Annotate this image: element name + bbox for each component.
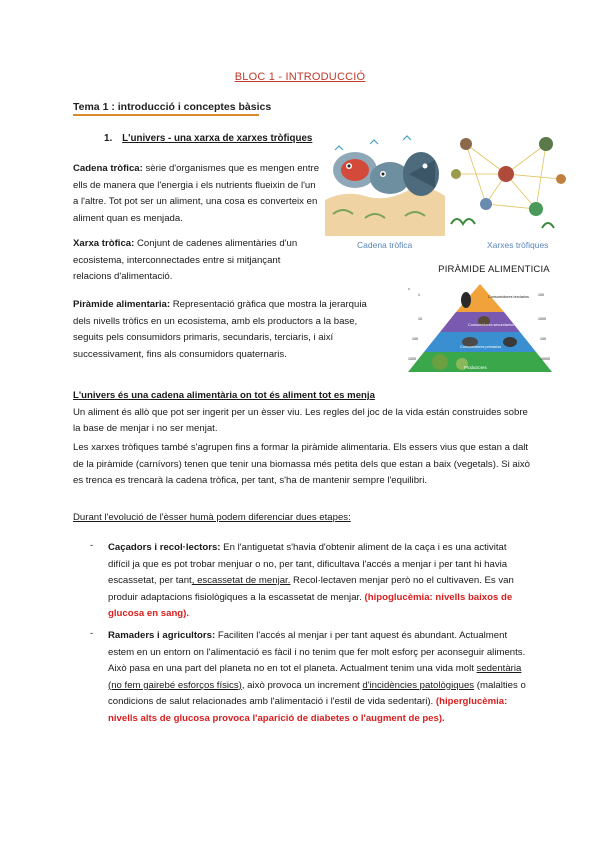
- section-number: 1.: [104, 133, 113, 144]
- text-cacadors-2: , escassetat de menjar.: [191, 575, 291, 587]
- univers-section: [73, 388, 533, 438]
- pyramid-title: PIRÀMIDE ALIMENTICIA: [438, 264, 550, 275]
- tema-heading: Tema 1 : introducció i conceptes bàsics: [73, 101, 272, 113]
- svg-text:1000: 1000: [538, 317, 546, 321]
- text-ramaders-3: , això provoca un increment: [241, 679, 363, 691]
- definition-xarxa: [73, 236, 301, 286]
- svg-text:10000: 10000: [540, 357, 550, 361]
- text-cacadors-3: Recol·lectaven menjar però no el cultivaven. Es van produir adaptacions fisiològiques a la escassetat de menjar.: [108, 575, 514, 603]
- xarxa-trofica-illustration: [446, 124, 570, 232]
- term-piramide: Piràmide alimentaria:: [73, 299, 171, 310]
- hiperglucemia-note: (hiperglucèmia: nivells alts de glucosa provoca l'aparició de diabetes o l'augment de pes).: [108, 696, 508, 724]
- svg-text:100: 100: [412, 337, 418, 341]
- caption-xarxes: Xarxes tròfiques: [487, 240, 549, 250]
- definition-cadena: [73, 161, 320, 227]
- food-pyramid: [400, 276, 560, 376]
- svg-text:100: 100: [538, 293, 544, 297]
- hipoglucemia-note: (hipoglucèmia: nivells baixos de glucosa en sang).: [108, 591, 513, 620]
- svg-text:100: 100: [540, 337, 546, 341]
- evolution-heading: Durant l'evolució de l'èsser humà podem diferenciar dues etapes:: [73, 512, 351, 523]
- pyramid-label-4: Productores: [464, 365, 487, 370]
- caption-cadena: Cadena tròfica: [357, 240, 413, 250]
- definition-piramide: [73, 297, 385, 363]
- text-xarxa: Conjunt de cadenes alimentàries d'un ecosistema, interconnectades entre si mitjançant relacions d'alimentació.: [73, 238, 298, 283]
- pyramid-label-3: Consumidores primarios: [460, 345, 502, 349]
- svg-text:x: x: [408, 287, 410, 291]
- section-heading: [104, 133, 312, 144]
- pyramid-label-2: Consumidores secundarios: [468, 323, 515, 327]
- term-ramaders: Ramaders i agricultors:: [108, 630, 216, 641]
- bullet-dash-1: -: [90, 540, 94, 551]
- term-cacadors: Caçadors i recol·lectors:: [108, 542, 221, 553]
- bullet-cacadors: [108, 540, 530, 623]
- paragraph-piramide: Les xarxes tròfiques també s'agrupen fins a formar la piràmide alimentaria. Els essers vius que estan a dalt de la piràmide (carnívors) tenen que tenir una biomassa més petita dels que estan a baix (vegetals). Si això es trenca es trencarà la cadena tròfica, per tant, s'ha de mantenir sempre l'equilibri.: [73, 442, 531, 487]
- cadena-trofica-illustration: [325, 130, 445, 236]
- svg-text:1000: 1000: [408, 357, 416, 361]
- text-cacadors-1: En l'antiguetat s'havia d'obtenir aliment de la caça i es una activitat difícil ja que es pot trobar menjuar o no, per tant, dificultava l'accés a menjar i per tant hi havia escassetat, per tant: [108, 542, 508, 587]
- text-ramaders-2: sedentària (no fem gairebé esforços físics): [108, 663, 522, 691]
- univers-heading: L'univers és una cadena alimentària on tot és aliment tot es menja: [73, 390, 375, 401]
- svg-text:1: 1: [418, 293, 420, 297]
- text-cadena: sèrie d'organismes que es mengen entre ells de manera que l'energia i els nutrients flueixin de l'un a l'altre. Tot pot ser un aliment, una cosa es converteix en aliment quan es menjada.: [73, 163, 320, 224]
- pyramid-level-3: [424, 332, 536, 352]
- bullet-ramaders: [108, 628, 532, 728]
- page-title: BLOC 1 - INTRODUCCIÓ: [234, 71, 366, 83]
- term-xarxa: Xarxa tròfica:: [73, 238, 135, 249]
- text-piramide: Representació gràfica que mostra la jerarquia dels nivells tròfics en un ecosistema, amb els productors a la base, seguits pels consumidors primaris, secundaris, terciaris, i així successivament, fins als consumidors quaternaris.: [73, 299, 367, 360]
- section-label: L'univers - una xarxa de xarxes tròfiques: [122, 133, 313, 144]
- bullet-dash-2: -: [90, 628, 94, 639]
- text-ramaders-1: Faciliten l'accés al menjar i per tant aquest és abundant. Actualment estem en un entorn on l'alimentació es fàcil i no tenim que fer molt esforç per aconseguir aliments. Això pasa en una part del planeta no en tot el planeta. Actualment tenim una vida molt: [108, 630, 526, 675]
- pyramid-label-1: Consumidores terciarios: [488, 295, 529, 299]
- tema-underline: [73, 114, 259, 116]
- univers-text: Un aliment és allò que pot ser ingerit per un èsser viu. Les regles del joc de la vida están construides sobre la base de menjar i no ser menjat.: [73, 406, 528, 435]
- text-ramaders-5: (malalties o condicions de salut relacionades amb l'alimentació i l'estil de vida sedentari).: [108, 679, 526, 708]
- svg-text:10: 10: [418, 317, 422, 321]
- term-cadena: Cadena tròfica:: [73, 163, 143, 174]
- text-ramaders-4: d'incidències patològiques: [362, 679, 475, 691]
